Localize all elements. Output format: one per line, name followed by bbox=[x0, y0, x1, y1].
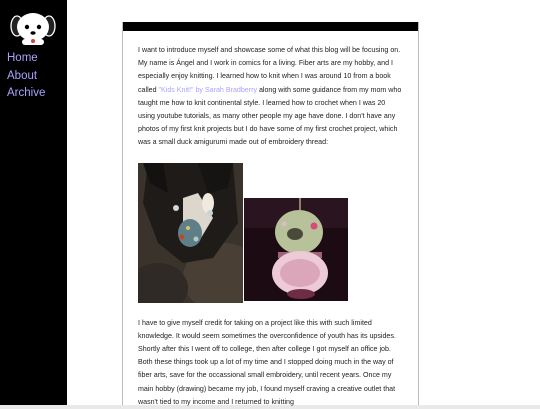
duck-amigurumi-photo bbox=[244, 198, 348, 301]
post-paragraph-second: I have to give myself credit for taking on a project like this with such limited knowledge. It would seem sometimes the overconfidence of youth has its upsides. Shortly after this I went off to college, then after college I got myself an office job. Both these things took up a lot of my time and I stopped doing much in the way of fiber arts, save for the occassional small embroidery, until recent years. Once my main hobby (drawing) became my job, I found myself craving a creative outlet that wasn't tied to my income and I returned to knitting bbox=[138, 318, 396, 406]
sidebar bbox=[0, 0, 67, 405]
post-header-bar bbox=[123, 22, 418, 31]
nav-archive-link[interactable]: Archive bbox=[7, 87, 46, 99]
post-paragraph-intro bbox=[138, 44, 403, 150]
main-area bbox=[67, 0, 540, 405]
book-link[interactable]: "Kids Knit!" by Sarah Bradberry bbox=[158, 85, 257, 94]
intro-text-start: I want to introduce myself and showcase some of what this blog will be focusing on. My name is Ángel and I work in comics for a living. Fiber arts are my hobby, and I especially enjoy knitting. I learned how to knit when I was around 10 from a book called bbox=[138, 46, 401, 94]
photo-row bbox=[138, 163, 403, 303]
post-content bbox=[123, 31, 418, 409]
intro-text-end: along with some guidance from my mom who taught me how to knit continental style. I learned how to crochet when I was 20 using youtube tutorials, as many other people my age have done. I don't have any photos of my first knit projects but I do have some of my first crochet project, which was a small duck amigurumi made out of embroidery thread: bbox=[138, 85, 402, 147]
main-nav bbox=[7, 50, 45, 103]
post-card bbox=[122, 22, 419, 405]
nav-about-link[interactable]: About bbox=[7, 69, 38, 82]
nav-home-link[interactable]: Home bbox=[7, 52, 38, 64]
dog-logo-icon[interactable] bbox=[10, 9, 56, 47]
dog-with-duck-photo bbox=[138, 163, 243, 303]
